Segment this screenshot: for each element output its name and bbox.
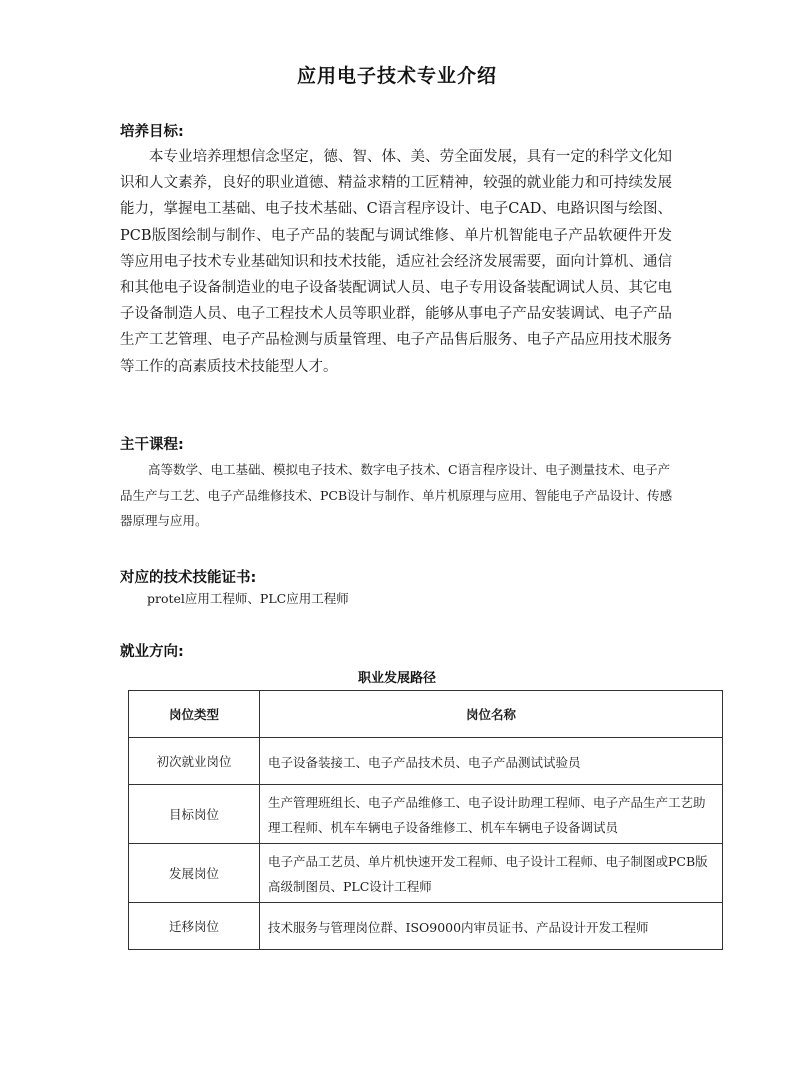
position-type-cell: 发展岗位 [129,844,260,903]
courses-heading: 主干课程: [120,437,184,453]
page-title: 应用电子技术专业介绍 [296,65,497,87]
position-type-cell: 初次就业岗位 [129,738,260,785]
goals-paragraph: 本专业培养理想信念坚定，德、智、体、美、劳全面发展，具有一定的科学文化知识和人文素养，良好的职业道德、精益求精的工匠精神，较强的就业能力和可持续发展能力，掌握电工基础、电子技术基础、C语言程序设计、电子CAD、电路识图与绘图、PCB版图绘制与制作、电子产品的装配与调试维修、单片机智能电子产品软硬件开发等应用电子技术专业基础知识和技术技能，适应社会经济发展需要，面向计算机、通信和其他电子设备制造业的电子设备装配调试人员、电子专用设备装配调试人员、其它电子设备制造人员、电子工程技术人员等职业群，能够从事电子产品安装调试、电子产品生产工艺管理、电子产品检测与质量管理、电子产品售后服务、电子产品应用技术服务等工作的高素质技术技能型人才。 [120,149,672,375]
courses-paragraph: 高等数学、电工基础、模拟电子技术、数字电子技术、C语言程序设计、电子测量技术、电子产品生产与工艺、电子产品维修技术、PCB设计与制作、单片机原理与应用、智能电子产品设计、传感器原理与应用。 [120,462,673,528]
career-path-table [128,690,723,950]
column-header-type: 岗位类型 [129,691,260,738]
table-row [129,738,723,785]
position-type-cell: 目标岗位 [129,785,260,844]
column-header-name: 岗位名称 [260,691,723,738]
certs-heading: 对应的技术技能证书: [120,570,257,586]
table-caption: 职业发展路径 [357,671,436,686]
position-names-cell: 生产管理班组长、电子产品维修工、电子设计助理工程师、电子产品生产工艺助理工程师、机车车辆电子设备维修工、机车车辆电子设备调试员 [260,785,723,844]
table-header-row [129,691,723,738]
employment-heading: 就业方向: [120,644,184,660]
certs-paragraph: protel应用工程师、PLC应用工程师 [147,591,349,606]
table-row [129,785,723,844]
table-row [129,844,723,903]
position-type-cell: 迁移岗位 [129,903,260,950]
position-names-cell: 电子产品工艺员、单片机快速开发工程师、电子设计工程师、电子制图或PCB版高级制图员、PLC设计工程师 [260,844,723,903]
goals-heading: 培养目标: [120,124,184,140]
position-names-cell: 技术服务与管理岗位群、ISO9000内审员证书、产品设计开发工程师 [260,903,723,950]
position-names-cell: 电子设备装接工、电子产品技术员、电子产品测试试验员 [260,738,723,785]
table-row [129,903,723,950]
